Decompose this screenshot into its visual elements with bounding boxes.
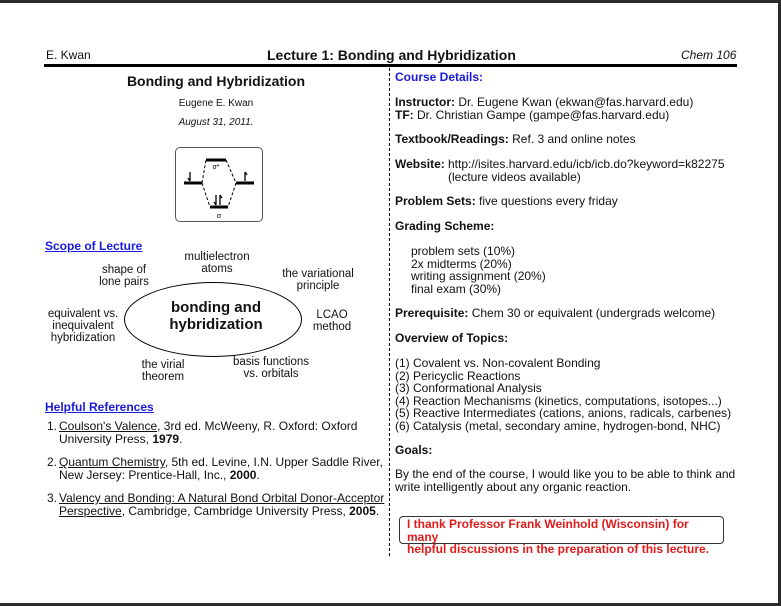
topic-line: the virial: [141, 359, 185, 371]
svg-text:σ: σ: [216, 213, 222, 220]
website-label: Website:: [395, 157, 445, 171]
grading-item: writing assignment (20%): [411, 269, 546, 283]
topic-line: principle: [296, 280, 340, 292]
instructor-value: Dr. Eugene Kwan (ekwan@fas.harvard.edu): [458, 95, 694, 109]
goals-label: Goals:: [395, 443, 433, 457]
topic-line: basis functions: [232, 356, 310, 368]
topic-basis: [224, 356, 318, 380]
header-rule: [44, 64, 737, 67]
course-details-heading: Course Details:: [395, 70, 484, 84]
topic-line: lone pairs: [99, 276, 149, 288]
problem-sets-value: five questions every friday: [479, 194, 618, 208]
tf-value: Dr. Christian Gampe (gampe@fas.harvard.edu): [417, 107, 670, 122]
topic-item: (4) Reaction Mechanisms (kinetics, computations, isotopes...): [395, 393, 722, 408]
reference-title-link[interactable]: Quantum Chemistry: [59, 455, 165, 469]
reference-number: 3.: [47, 491, 58, 505]
acknowledgement-line: helpful discussions in the preparation of this lecture.: [407, 542, 710, 556]
prerequisite-label: Prerequisite:: [395, 306, 469, 320]
header-author: E. Kwan: [46, 48, 91, 62]
textbook-row: [395, 133, 740, 146]
reference-year: 2005: [349, 503, 376, 518]
goals-line: By the end of the course, I would like you to be able to think and: [395, 467, 736, 481]
scope-center-line: bonding and: [171, 299, 261, 316]
problem-sets-label: Problem Sets:: [395, 194, 476, 208]
reference-year: 2000: [229, 467, 257, 482]
prerequisite-value: Chem 30 or equivalent (undergrads welcome): [471, 306, 716, 320]
instructor-block: [395, 96, 740, 121]
reference-details: , 5th ed. Levine, I.N. Upper Saddle River, New Jersey: Prentice-Hall, Inc.,: [59, 455, 383, 482]
header-course: Chem 106: [681, 48, 737, 62]
grading-item: 2x midterms (20%): [411, 256, 512, 271]
reference-details: , Cambridge, Cambridge University Press,: [121, 503, 350, 518]
reference-details: , 3rd ed. McWeeny, R. Oxford: Oxford University Press,: [59, 419, 358, 446]
topic-line: theorem: [141, 371, 185, 383]
page-title: Bonding and Hybridization: [126, 73, 306, 89]
topic-item: (2) Pericyclic Reactions: [395, 368, 521, 383]
topic-line: vs. orbitals: [243, 368, 299, 380]
scope-center: [124, 299, 308, 333]
reference-item: [44, 492, 390, 517]
textbook-value: Ref. 3 and online notes: [512, 132, 636, 146]
header-title: Lecture 1: Bonding and Hybridization: [267, 47, 516, 63]
grading-item: problem sets (10%): [411, 244, 516, 258]
reference-item: [44, 420, 390, 445]
topic-virial: [130, 359, 196, 383]
topic-variational: [274, 268, 362, 292]
topic-shape: [92, 264, 156, 288]
topic-line: method: [312, 321, 352, 333]
acknowledgement-box: [399, 516, 724, 556]
topic-lcao: [306, 309, 358, 333]
svg-text:σ*: σ*: [212, 164, 220, 171]
topics-list: [395, 357, 740, 432]
website-link[interactable]: http://isites.harvard.edu/icb/icb.do?keyword=k82275: [448, 157, 725, 171]
topic-item: (6) Catalysis (metal, secondary amine, hydrogen-bond, NHC): [395, 418, 721, 433]
reference-year: 1979: [152, 431, 180, 446]
website-row: [395, 158, 740, 183]
prerequisite-row: [395, 307, 740, 320]
topic-line: hybridization: [50, 332, 116, 344]
mo-diagram: [175, 147, 263, 222]
topic-item: (3) Conformational Analysis: [395, 381, 542, 395]
reference-end: .: [179, 431, 183, 446]
author-name: Eugene E. Kwan: [178, 98, 254, 109]
window-frame-top: [0, 0, 781, 3]
references-heading[interactable]: Helpful References: [45, 400, 154, 414]
reference-item: [44, 456, 390, 481]
lecture-date: August 31, 2011.: [178, 117, 254, 128]
reference-end: .: [256, 467, 260, 482]
scope-heading[interactable]: Scope of Lecture: [45, 239, 143, 253]
grading-list: [411, 245, 756, 295]
grading-item: final exam (30%): [411, 281, 502, 296]
topic-line: inequivalent: [52, 320, 114, 332]
problem-sets-row: [395, 195, 740, 208]
goals-line: write intelligently about any organic reaction.: [395, 479, 632, 494]
acknowledgement-line: I thank Professor Frank Weinhold (Wisconsin) for many: [407, 517, 689, 544]
reference-number: 2.: [47, 455, 58, 469]
website-note: (lecture videos available): [448, 169, 581, 184]
topic-line: equivalent vs.: [47, 308, 119, 320]
topic-equivalent: [40, 308, 126, 344]
grading-label: Grading Scheme:: [395, 219, 495, 233]
topic-line: shape of: [101, 264, 147, 276]
topic-line: atoms: [201, 263, 233, 275]
topic-item: (1) Covalent vs. Non-covalent Bonding: [395, 356, 601, 370]
topics-label: Overview of Topics:: [395, 331, 509, 345]
reference-title-link[interactable]: Valency and Bonding: A Natural Bond Orbital Donor-Acceptor Perspective: [59, 491, 385, 518]
topic-line: LCAO: [316, 309, 348, 321]
topic-multielectron: [176, 251, 258, 275]
scope-center-line: hybridization: [169, 316, 263, 333]
reference-title-link[interactable]: Coulson's Valence: [59, 419, 158, 433]
mo-diagram-icon: [176, 148, 262, 221]
reference-end: .: [375, 503, 380, 518]
topic-line: the variational: [282, 268, 354, 280]
instructor-label: Instructor:: [395, 95, 455, 109]
reference-number: 1.: [47, 419, 58, 433]
reference-list: [44, 420, 390, 528]
goals-text: [395, 468, 740, 493]
tf-label: TF:: [395, 107, 414, 122]
textbook-label: Textbook/Readings:: [395, 132, 509, 146]
topic-item: (5) Reactive Intermediates (cations, anions, radicals, carbenes): [395, 406, 732, 420]
topic-line: multielectron: [184, 251, 250, 263]
